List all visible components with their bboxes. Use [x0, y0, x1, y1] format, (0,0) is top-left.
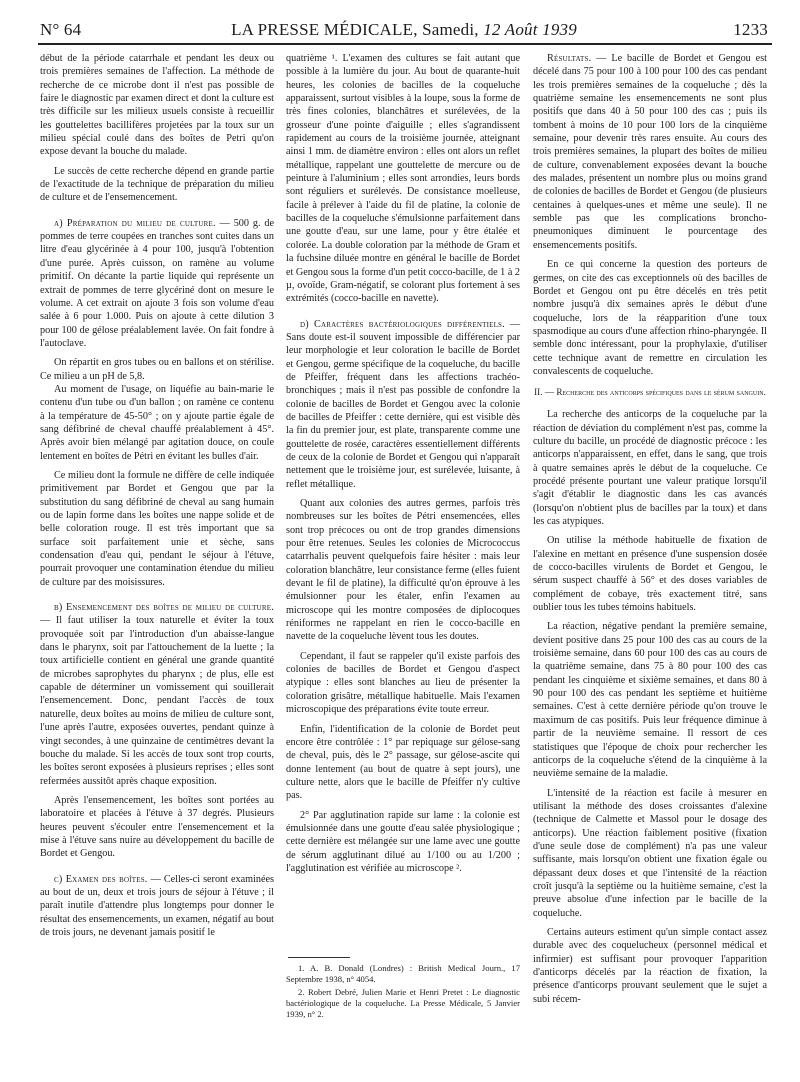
footnote: 2. Robert Debré, Julien Marie et Henri Pretet : Le diagnostic bactériologique de la coqueluche. La Presse Médicale, 5 Janvier 1939, n° 2.	[286, 987, 520, 1019]
paragraph-text: — 500 g. de pommes de terre coupées en tranches sont cuites dans un litre d'eau glycérinée à 4 pour 100, jusqu'à l'obtention d'une purée. Après cuisson, on ramène au volume primitif. On décante la partie liquide qui représente un extrait de pommes de terre glycériné dont on mesure le volume. A cet extrait on ajoute 3 fois son volume d'eau salée à 6 pour 1.000. Puis on ajoute à cette dilution 3 pour 100 de gélose préalablement lavée. On fait fondre à l'autoclave.	[40, 217, 274, 349]
paragraph: En ce qui concerne la question des porteurs de germes, on cite des cas exceptionnels où des bacilles de Bordet et Gengou ont pu être décelés en très petit nombre jusqu'à dix semaines après le début d'une coqueluche, lors de la réapparition d'une toux spasmodique au cours d'une affection rhino-pharyngée. Il semble donc intéressant, pour la prophylaxie, d'utiliser cette technique avant de remettre en circulation les convalescents de coqueluche.	[533, 259, 767, 377]
section-heading: d) Caractères bactériologiques différentiels.	[300, 318, 505, 330]
paragraph-text: — Sans doute est-il souvent impossible de différencier par leur morphologie et leur coloration le bacille de Bordet et Gengou, germe spécifique de la coqueluche, du bacille de Pfeiffer, fréquent dans les affections trachéo-bronchiques ; mais il n'est pas possible de confondre la colonie de bacilles de Bordet et Gengou avec la colonie de bacilles de Pfeiffer : cette dernière, qui est visible dès la fin du premier jour, est plate, transparente comme une gouttelette de rosée, caractères essentiellement différents de ceux de la colonie de Bordet et Gengou qui n'apparaît nettement que le troisième jour, est surélevée, luisante, à reflet métallique.	[286, 318, 520, 490]
issue-number: N° 64	[40, 20, 82, 39]
section-paragraph	[40, 217, 274, 350]
paragraph: début de la période catarrhale et pendant les deux ou trois premières semaines de l'affection. La méthode de recherche de ce microbe dont il n'est pas possible de faire le diagnostic par examen direct et dont la culture est très difficile sur les milieux usuels consiste à recueillir les gouttelettes bacillifères projetées par la toux sur un milieu spécial coulé dans des boîtes de Petri qu'on expose devant la bouche du malade.	[40, 53, 274, 158]
paragraph: La recherche des anticorps de la coqueluche par la réaction de déviation du complément n'est pas, comme la culture du bacille, un procédé de diagnostic précoce : les anticorps n'apparaissent, en effet, dans le sang, que trois à quatre semaines après le début de la coqueluche. Ce procédé présente pourtant une valeur pratique lorsqu'il s'agit d'établir le diagnostic dans les cas avancés (lorsqu'on n'obtient plus de bacilles par la toux) et dans les cas atypiques.	[533, 409, 767, 527]
paragraph: Au moment de l'usage, on liquéfie au bain-marie le contenu d'un tube ou d'un ballon ; on ramène ce contenu à la température de 45-50° ; on y ajoute partie égale de sang défibriné de cheval chauffé préalablement à 45°. Après avoir bien mélangé par agitation douce, on coule lentement en boîtes de Pétri en évitant les bulles d'air.	[40, 383, 274, 462]
section-paragraph	[533, 52, 767, 252]
footnotes	[286, 963, 520, 1022]
paragraph: On répartit en gros tubes ou en ballons et on stérilise. Ce milieu a un pH de 5,8.	[40, 357, 274, 382]
section-heading: b) Ensemencement des boîtes de milieu de culture.	[54, 602, 274, 614]
paragraph: La réaction, négative pendant la première semaine, devient positive dans 25 pour 100 des cas au cours de la troisième semaine, dans 60 pour 100 des cas au cours de la quatrième semaine, dans 75 à 80 pour 100 des cas pendant les cinquième et sixième semaines, et dans 80 à 90 pour 100 des cas pendant les septième et huitième semaines. C'est à cette dernière période qu'on trouve le maximum de cas positifs. Puis leur fréquence diminue à partir de la neuvième semaine. Il ressort de ces statistiques que l'époque de choix pour rechercher les anticorps de la coqueluche s'étend de la cinquième à la neuvième semaine de la maladie.	[533, 621, 767, 780]
journal-name: LA PRESSE MÉDICALE,	[231, 20, 418, 39]
paragraph: Après l'ensemencement, les boîtes sont portées au laboratoire et placées à l'étuve à 37 degrés. Plusieurs heures peuvent s'écouler entre l'ensemencement et la mise à l'étuve sans nuire au développement du bacille de Bordet et Gengou.	[40, 794, 274, 860]
paragraph: Ce milieu dont la formule ne diffère de celle indiquée primitivement par Bordet et Gengou que par la substitution du sang défibriné de cheval au sang humain ou de lapin forme dans les boîtes une nappe solide et de belle coloration rouge. Il est très important que sa surface soit parfaitement unie et sèche, sans condensation d'eau qui, pendant le séjour à l'étuve, pourrait provoquer une contamination étendue du milieu de culture par des moisissures.	[40, 469, 274, 588]
footnote: 1. A. B. Donald (Londres) : British Medical Journ., 17 Septembre 1938, n° 4054.	[286, 963, 520, 984]
section-paragraph	[40, 601, 274, 788]
header-rule	[38, 43, 772, 45]
date-prefix: Samedi,	[422, 20, 479, 39]
paragraph: Le succès de cette recherche dépend en grande partie de l'exactitude de la technique de préparation du milieu de culture et de l'ensemencement.	[40, 165, 274, 204]
paragraph: Quant aux colonies des autres germes, parfois très nombreuses sur les boîtes de Pétri ensemencées, elles sont trop précoces ou ont de trop grandes dimensions pour être retenues. Seules les colonies de Micrococcus catarrhalis peuvent quelquefois faire hésiter : mais leur coloration blanchâtre, leur consistance ferme (elles fuient devant le fil de platine), la difficulté qu'on éprouve à les émulsionner pour les étaler, enfin l'examen au microscope qui les montre composées de diplocoques réniformes ne rappelant en rien le cocco-bacille en navette de la coqueluche lèvent tous les doutes.	[286, 498, 520, 643]
paragraph: Enfin, l'identification de la colonie de Bordet peut encore être contrôlée : 1° par repiquage sur gélose-sang de cheval, puis, dès le 2° passage, sur gélose-ascite qui donne lentement (au bout de quatre à sept jours), une culture nette, alors que le bacille de Pfeiffer n'y cultive pas.	[286, 723, 520, 802]
page-number: 1233	[733, 20, 768, 39]
paragraph: On utilise la méthode habituelle de fixation de l'alexine en mettant en présence d'une suspension dosée de cocco-bacilles virulents de Bordet et Gengou, le sérum suspect chauffé à 56° et des doses variables de complément de cobaye, très exactement titré, sans oublier tous les tubes témoins habituels.	[533, 535, 767, 614]
paragraph: L'intensité de la réaction est facile à mesurer en utilisant la méthode des doses croissantes d'alexine (technique de Calmette et Massol pour le dosage des anticorps). Une réaction faiblement positive (fixation d'une seule dose de complément) n'a pas une valeur suffisante, mais lorsqu'on obtient une fixation égale ou dépassant deux doses et que l'intensité de la réaction croît jusqu'à la septième ou la huitième semaine, c'est la preuve absolue d'une infection par le bacille de la coqueluche.	[533, 787, 767, 919]
paragraph: 2° Par agglutination rapide sur lame : la colonie est émulsionnée dans une goutte d'eau salée physiologique ; cette dernière est mélangée sur une lame avec une goutte de sérum agglutinant dilué au 1/100 ou au 1/200 ; l'agglutination est vérifiée au microscope ².	[286, 809, 520, 874]
paragraph-text: — Le bacille de Bordet et Gengou est décelé dans 75 pour 100 à 100 pour 100 des cas pendant les trois premières semaines de la coqueluche ; dès la quatrième semaine les ensemencements ne sont plus positifs que dans 40 à 50 pour 100 des cas ; puis ils tombent à moins de 10 pour 100 lors de la cinquième semaine, pour devenir très rares ensuite. Au cours des trois premières semaines, la plupart des boîtes de milieu de culture, convenablement exposées devant la bouche des malades, présentent un nombre plus ou moins grand de colonies de bacilles de Bordet et Gengou (de plusieurs centaines à quelques-unes et même une seule). Il ne semble pas que les complications broncho-pneumoniques diminuent le pourcentage des ensemencements positifs.	[533, 53, 767, 251]
column-right	[533, 52, 767, 1006]
issue-date: 12 Août 1939	[483, 20, 577, 39]
footnote-rule	[288, 957, 350, 958]
paragraph: quatrième ¹. L'examen des cultures se fait autant que possible à la lumière du jour. Au bout de quarante-huit heures, les colonies de bacilles de la coqueluche apparaissent, surtout visibles à la loupe, sous la forme de très fines colonies, blanchâtres et surélevées, de la grosseur d'une pointe d'aiguille ; elles s'agrandissent rapidement au cours de la troisième journée, atteignant ainsi 1 mm. de diamètre environ : elles ont alors un reflet métallique, rappelant une gouttelette de mercure ou de peinture à l'aluminium ; elles sont arrondies, leurs bords sont réguliers et surélevés. De consistance moelleuse, facile à prélever à l'aide du fil de platine, la colonie de bacilles de la coqueluche s'émulsionne parfaitement dans une goutte d'eau, sur une lame, pour y être étalée et colorée. La double coloration par la méthode de Gram et la fuchsine diluée montre en général le bacille de Bordet et Gengou sous la forme d'un petit cocco-bacille, de 1 à 2 µ, ovoïde, Gram-négatif, se colorant plus fortement à ses extrémités (cocco-bacille en navette).	[286, 53, 520, 305]
journal-title	[40, 19, 768, 41]
section-heading: c) Examen des boîtes.	[54, 873, 148, 885]
section-paragraph	[286, 318, 520, 491]
paragraph-text: — Celles-ci seront examinées au bout de un, deux et trois jours de séjour à l'étuve ; il paraît inutile d'attendre plus longtemps pour donner le résultat des ensemencements, un examen, négatif au bout de trois jours, ne devenant jamais positif le	[40, 873, 274, 938]
section-heading: a) Préparation du milieu de culture.	[54, 217, 216, 229]
section-paragraph	[40, 873, 274, 940]
section-heading: Résultats.	[547, 53, 592, 64]
paragraph: Cependant, il faut se rappeler qu'il existe parfois des colonies de bacilles de Bordet et Gengou d'aspect atypique : elles sont blanches au lieu de présenter la coloration grisâtre, métallique habituelle. Mais l'examen microscopique des préparations évite toute erreur.	[286, 650, 520, 716]
column-middle	[286, 52, 520, 875]
section-title: II. — Recherche des anticorps spécifiques dans le sérum sanguin.	[534, 387, 766, 398]
paragraph: Certains auteurs estiment qu'un simple contact assez durable avec des coquelucheux (personnel médical et infirmier) est suffisant pour provoquer l'apparition d'anticorps décelés par la réaction de fixation, la présence d'anticorps prouvant seulement que le sujet a subi récem-	[533, 926, 767, 1005]
paragraph-text: — Il faut utiliser la toux naturelle et éviter la toux provoquée soit par l'introduction d'un abaisse-langue dans le pharynx, soit par l'attouchement de la luette ; la toux artificielle contient en général une grande quantité de microbes saprophytes du pharynx ; de plus, elle est capable de déterminer un vomissement qui souillerait l'ensemencement. Donc, pendant l'accès de toux naturelle, deux boîtes au moins de milieu de culture sont, l'une après l'autre, exposées ouvertes, pendant quinze à vingt secondes, à une quinzaine de centimètres devant la bouche du malade. Si les accès de toux sont trop courts, les boîtes seront exposées à plusieurs reprises ; elles sont refermées aussitôt après chaque exposition.	[40, 615, 274, 787]
column-left	[40, 52, 274, 939]
running-header	[40, 19, 768, 41]
